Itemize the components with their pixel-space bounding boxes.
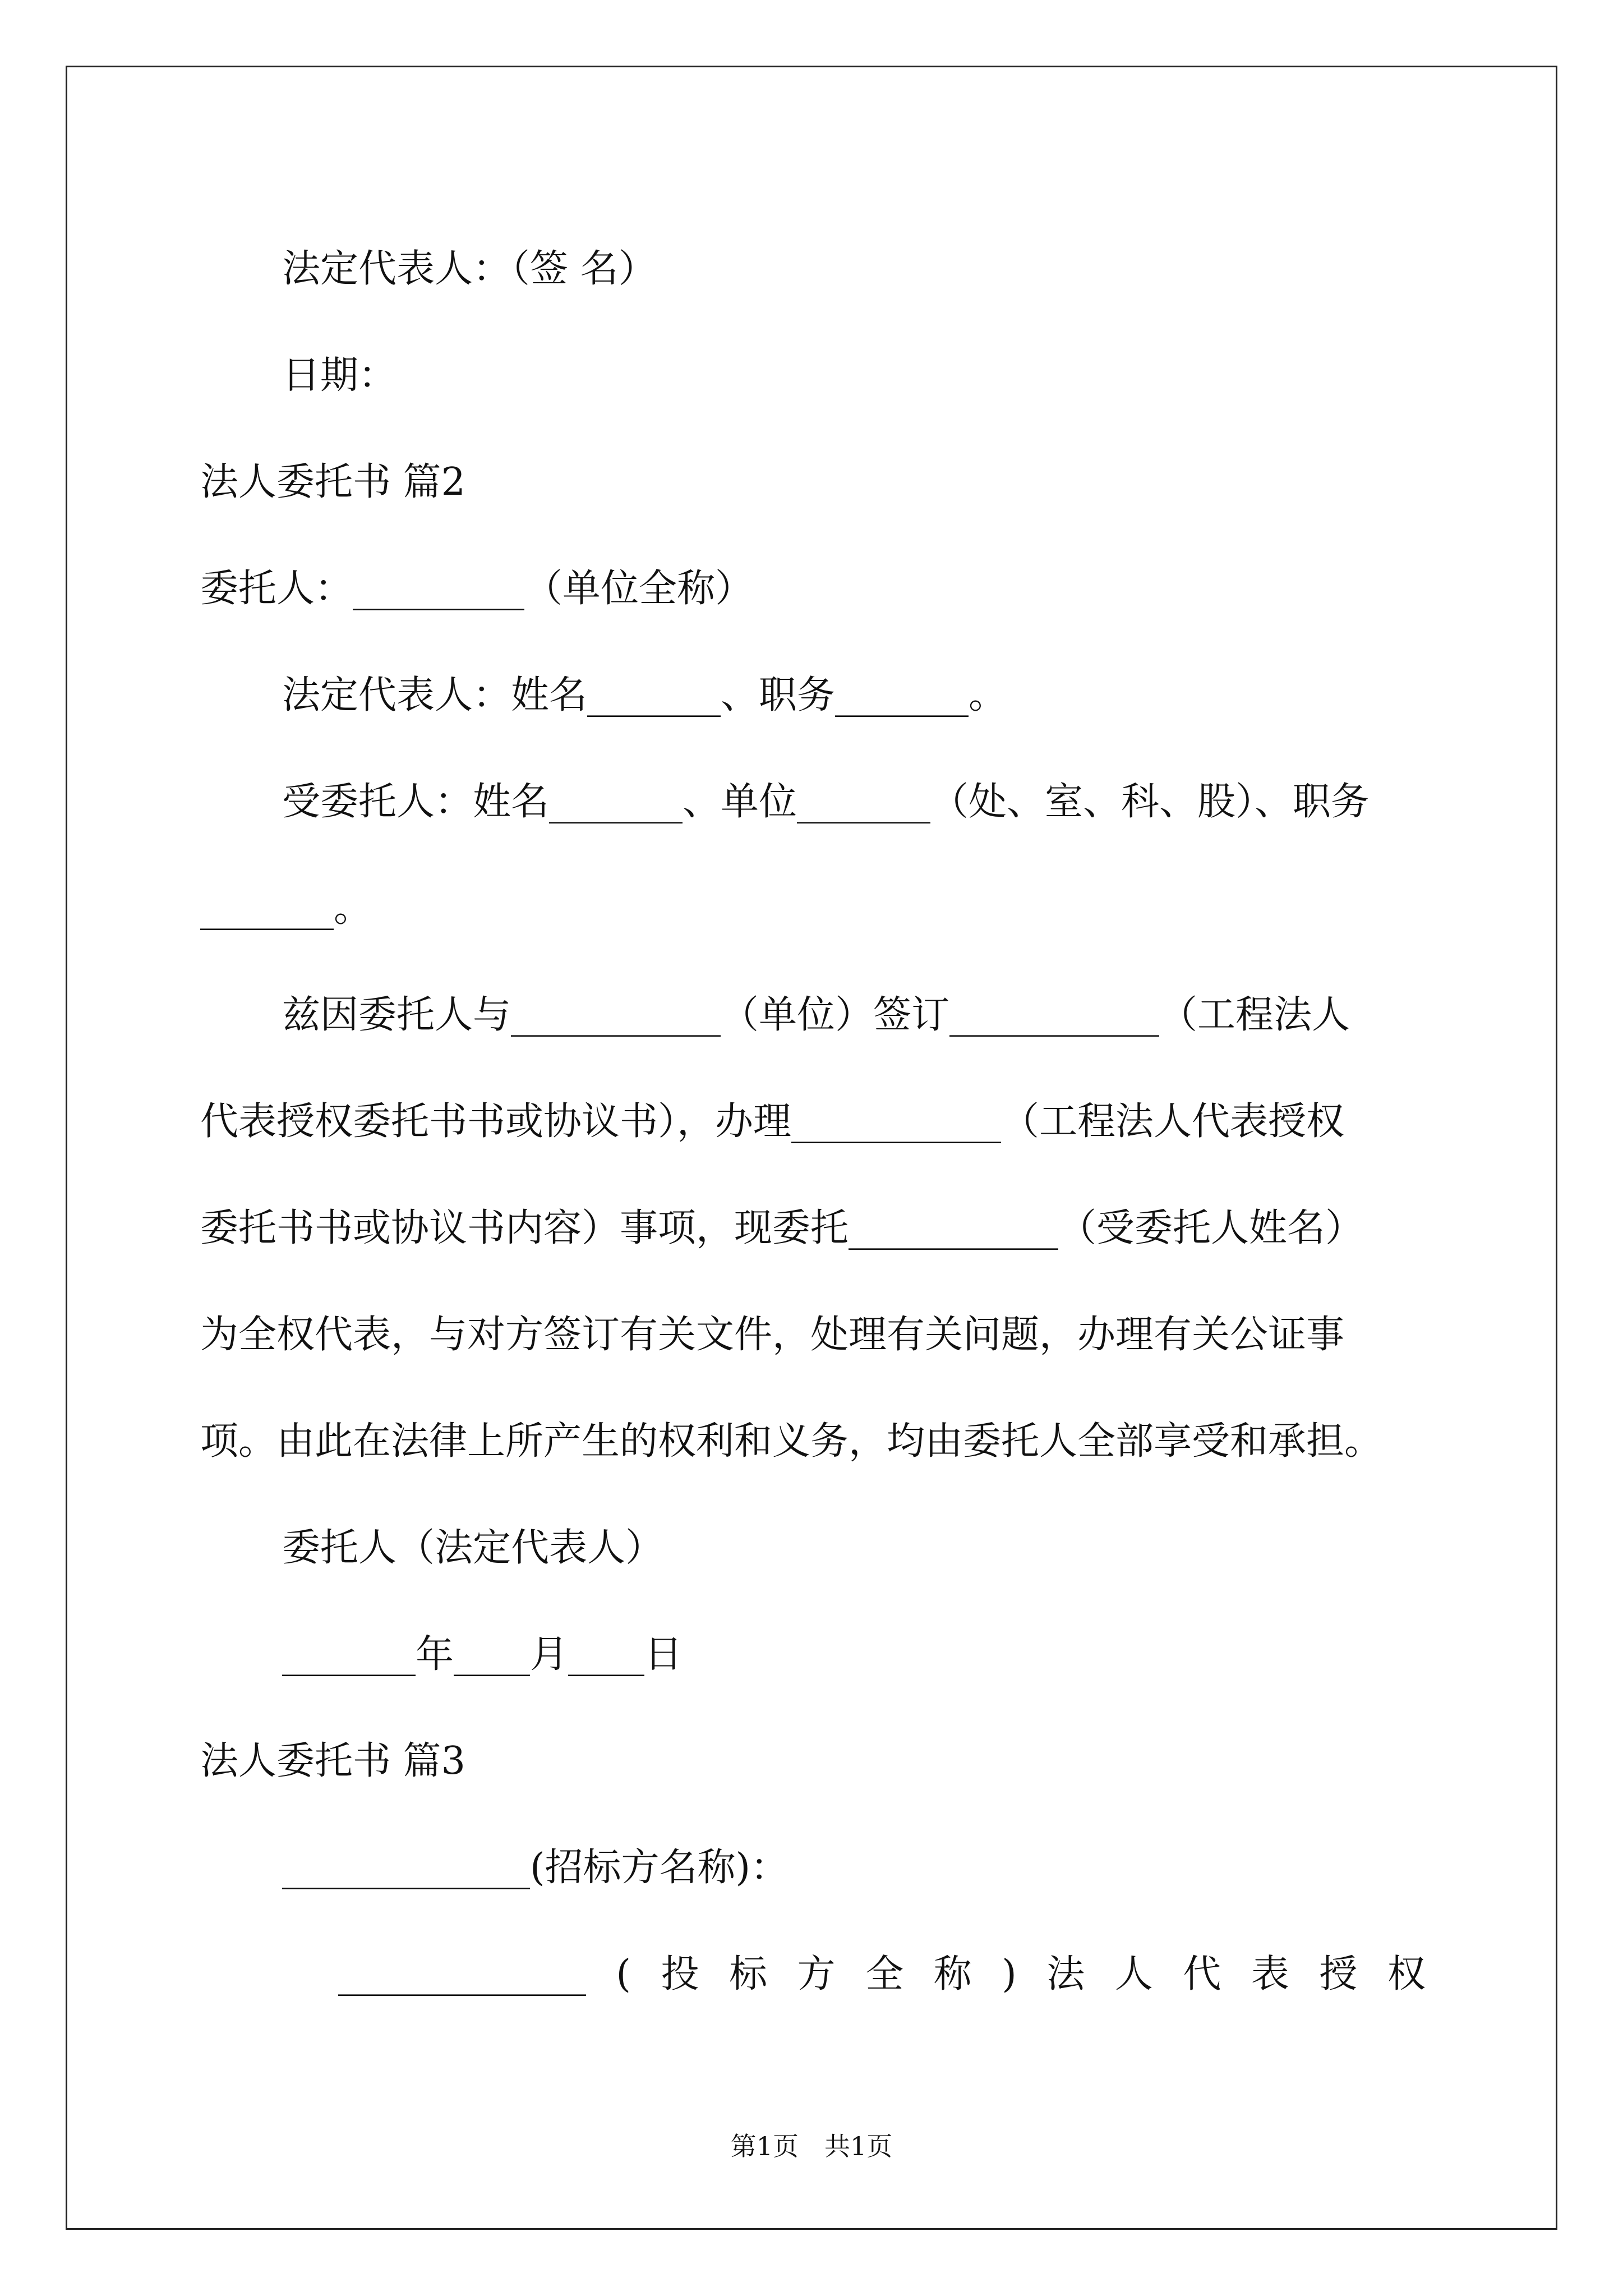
signature-line: 法定代表人：（签 名） (282, 247, 657, 291)
section-heading-3: 法人委托书 篇3 (200, 1739, 465, 1783)
spread-char: 权 (1387, 1952, 1426, 1996)
spread-char: 人 (1114, 1952, 1153, 1996)
principal-signature-line: 委托人（法定代表人） (282, 1526, 664, 1570)
spread-char: 全 (865, 1952, 904, 1996)
spread-char: 标 (729, 1952, 768, 1996)
spread-char: ( (616, 1952, 631, 1996)
paragraph-line: 代表授权委托书书或协议书），办理___________（工程法人代表授权 (200, 1099, 1345, 1144)
spread-char: 授 (1319, 1952, 1358, 1996)
page-footer: 第1页 共1页 (730, 2131, 893, 2161)
spread-char: 称 (933, 1952, 972, 1996)
spread-char: 表 (1251, 1952, 1289, 1996)
paragraph-line: 兹因委托人与___________（单位）签订___________（工程法人 (282, 993, 1350, 1037)
spread-char: 代 (1183, 1952, 1221, 1996)
agent-line-cont: _______。 (200, 886, 372, 931)
bidder-authorization-line (200, 1921, 1426, 2028)
section-heading-2: 法人委托书 篇2 (200, 460, 465, 504)
blank-field: _____________ (338, 1952, 586, 1996)
agent-line: 受委托人：姓名_______、单位_______（处、室、科、股）、职务 (282, 780, 1370, 824)
principal-line: 委托人：_________（单位全称） (200, 567, 754, 611)
paragraph-line: 委托书书或协议书内容）事项，现委托___________（受委托人姓名） (200, 1206, 1364, 1250)
spread-char: ) (1002, 1952, 1017, 1996)
document-body (200, 216, 1426, 2028)
signature-date-line: _______年____月____日 (282, 1632, 683, 1677)
paragraph-line: 项。由此在法律上所产生的权利和义务，均由委托人全部享受和承担。 (200, 1419, 1383, 1464)
legal-rep-line: 法定代表人：姓名_______、职务_______。 (282, 673, 1007, 717)
paragraph-line: 为全权代表，与对方签订有关文件，处理有关问题，办理有关公证事 (200, 1313, 1345, 1357)
spread-char: 投 (661, 1952, 699, 1996)
spread-char: 方 (797, 1952, 836, 1996)
date-line: 日期： (282, 353, 397, 398)
tenderer-line: _____________(招标方名称)： (282, 1846, 789, 1890)
spread-char: 法 (1046, 1952, 1085, 1996)
